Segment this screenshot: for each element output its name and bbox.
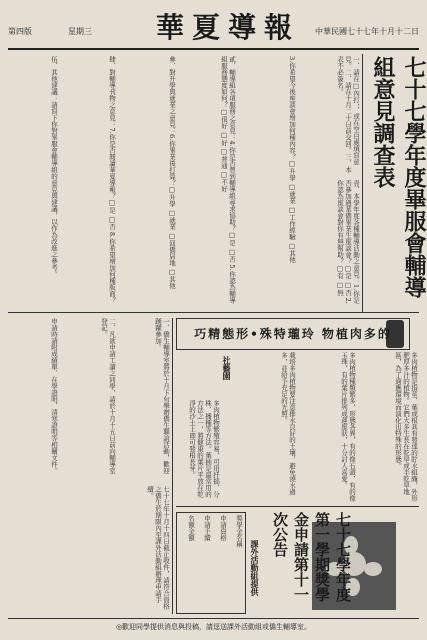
- survey-text-6: 肆、對輔導刊物之意見：7.你是否閱讀華夏導報？□是 □否 8.你希望增加何種版面？: [108, 56, 116, 304]
- scholarship-title: 七十七學年度第一學期獎學金申請第十一次公告: [271, 512, 352, 602]
- survey-title: 七十七學年度畢服會輔導組意見調查表: [370, 56, 427, 298]
- issue-date: 中華民國七十七年十月十二日: [315, 27, 419, 36]
- masthead: [8, 4, 419, 50]
- plants-text-2: 多肉植物種類繁多，形態各異，有的像石頭，有的像玉珠，有的葉片排列成蓮座狀，十分討人喜愛。: [340, 352, 356, 502]
- notice-text-2: 二、凡欲申請工讀之同學，請於十月十五日前向輔導室登記。: [100, 318, 116, 474]
- footer-note: ◎歡迎同學提供消息與投稿，請逕送課外活動組或僑生輔導室。: [8, 618, 419, 635]
- column-rule: [362, 54, 363, 312]
- plants-text-4: 多肉植物繁殖容易，可用扦插、分株、播種等方法。葉插是最常用的方法之一，將健康的葉片平放在乾淨的沙土上即可發根長芽。: [188, 400, 220, 498]
- scholarship-text-2: 申請時請附成績單、在學證明、清寒證明等相關文件。: [50, 318, 58, 474]
- plants-rule: [176, 506, 419, 507]
- plants-byline: 社藝園: [222, 356, 232, 380]
- survey-text-3: 3.你希望今後座談會增加何種內容？□升學 □就業 □工作經驗 □其他: [288, 56, 296, 263]
- plants-title: 巧精態形•殊特瓏玲 物植肉多的: [176, 318, 410, 350]
- scholarship-text-1: 七十七年十月十四日截止收件，請符合資格之僑生於期限內至課外活動組辦理申請手續。: [146, 486, 170, 610]
- survey-text-2: 壹、本學年度各種輔導活動之意見：1.你是否參加過華僑畢業生座談會？□是 □否 2.你認為座談會對你有無幫助？□有 □無: [336, 180, 360, 304]
- notice-text-1: 一、僑生輔導室將於十月下旬舉辦僑生聯誼活動，歡迎踴躍參加。: [154, 318, 170, 474]
- survey-text-5: 參、對升學與就業之意見：6.你畢業後打算？□升學 □就業 □回僑居地 □其他: [168, 56, 176, 289]
- table-header-name: 獎學金名稱: [235, 515, 243, 548]
- issue-day: 星期三: [68, 27, 92, 36]
- plants-text-1: 多肉植物是指莖、葉或根具有發達的貯水組織，外形肥厚多汁的植物。它們大多生長在乾旱或半乾旱地區，為了適應環境而演化出特殊的形態。: [394, 352, 418, 502]
- plants-text-3: 栽培多肉植物要注意排水良好的土壤，避免澆水過多，並給予充足的光照。: [280, 352, 296, 495]
- scholarship-byline: 課外活動組提供: [250, 540, 260, 596]
- table-header-procedure: 申請手續: [203, 515, 211, 541]
- page-number: 第四版: [8, 27, 32, 36]
- survey-text-4: 貳、輔導組各項服務之意見：4.你是否曾到輔導組尋求協助？□是 □否 5.你認為輔導組服務態度如何？□很好 □好 □普通 □不好: [220, 56, 236, 304]
- survey-text-7: 伍、其他建議：請寫下你對畢服會輔導組的意見與建議，以作為改進之參考。: [50, 56, 58, 277]
- publication-title: 華夏導報: [155, 11, 300, 44]
- survey-text-1: 一、請在□內打ˇ，或在空白處填寫意見。二、請在十月二十日前交回。三、本表不必簽名。: [336, 56, 360, 173]
- table-header-quota: 名額金額: [187, 515, 195, 541]
- section-rule: [8, 312, 419, 313]
- table-header-qualification: 申請資格: [219, 515, 227, 541]
- column-rule-lower: [172, 318, 173, 614]
- scholarship-table: [176, 512, 246, 614]
